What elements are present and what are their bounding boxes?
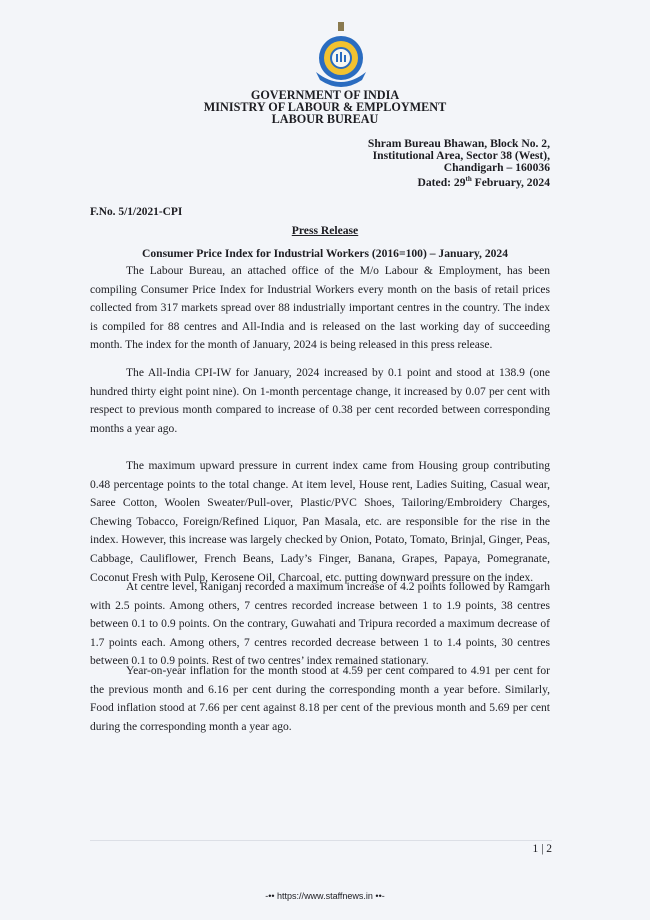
paragraph-inflation: Year-on-year inflation for the month stood at 4.59 per cent compared to 4.91 per cent for the previous month and 6.16 per cent during the corresponding month a year before. Similarly, Food inflation stood at 7.66 per cent against 8.18 per cent of the previous month and 5.69 per cent during the corresponding month a year ago. [90,665,550,733]
paragraph-all-india-index: The All-India CPI-IW for January, 2024 increased by 0.1 point and stood at 138.9 (one hundred thirty eight point nine). On 1-month percentage change, it increased by 0.07 per cent with respect to previous month compared to increase of 0.38 per cent recorded between corresponding months a year ago. [90,367,550,435]
address-line-2: Institutional Area, Sector 38 (West), [372,149,550,162]
paragraph-centre-level: At centre level, Raniganj recorded a maximum increase of 4.2 points followed by Ramgarh with 2.5 points. Among others, 7 centres recorded increase between 1 to 1.9 points, 38 centres between 0.1 to 0.9 points. On the contrary, Guwahati and Tripura recorded a maximum decrease of 1.7 points each. Among others, 7 centres recorded decrease between 1 to 1.4 points, 30 centres between 0.1 to 0.9 points. Rest of two centres’ index remained stationary. [90,581,550,668]
address-line-3: Chandigarh – 160036 [443,161,550,174]
file-number: F.No. 5/1/2021-CPI [90,206,183,218]
date-line [418,174,550,189]
date-sup: th [465,175,472,183]
labour-bureau-emblem-logo [312,22,370,88]
header-bureau: LABOUR BUREAU [271,112,379,126]
date-prefix: Dated: 29 [417,175,466,189]
address-line-1: Shram Bureau Bhawan, Block No. 2, [367,137,550,150]
footer-divider [90,840,552,841]
paragraph-item-pressure: The maximum upward pressure in current index came from Housing group contributing 0.48 percentage points to the total change. At item level, House rent, Ladies Suiting, Casual wear, Saree Cotton, Woolen Sweater/Pull-over, Plastic/PVC Shoes, Tailoring/Embroidery Charges, Chewing Tobacco, Foreign/Refined Liquor, Pan Masala, etc. are responsible for the rise in the index. However, this increase was largely checked by Onion, Potato, Tomato, Brinjal, Ginger, Peas, Cabbage, Cauliflower, French Beans, Lady’s Finger, Banana, Grapes, Papaya, Pomegranate, Coconut Fresh with Pulp, Kerosene Oil, Charcoal, etc. putting downward pressure on the index. [90,460,550,584]
page-number: 1 | 2 [532,843,552,855]
header-ministry: MINISTRY OF LABOUR & EMPLOYMENT [203,100,447,114]
press-release-heading: Press Release [291,224,359,237]
paragraph-intro: The Labour Bureau, an attached office of the M/o Labour & Employment, has been compiling Consumer Price Index for Industrial Workers every month on the basis of retail prices collected from 317 markets spread over 88 industrially important centres in the country. The index is compiled for 88 centres and All-India and is released on the last working day of succeeding month. The index for the month of January, 2024 is being released in this press release. [90,265,550,352]
header-government: GOVERNMENT OF INDIA [250,88,400,102]
footer-url-link[interactable]: -•• https://www.staffnews.in ••- [265,891,385,901]
date-suffix: February, 2024 [471,175,550,189]
document-title: Consumer Price Index for Industrial Workers (2016=100) – January, 2024 [141,247,509,260]
